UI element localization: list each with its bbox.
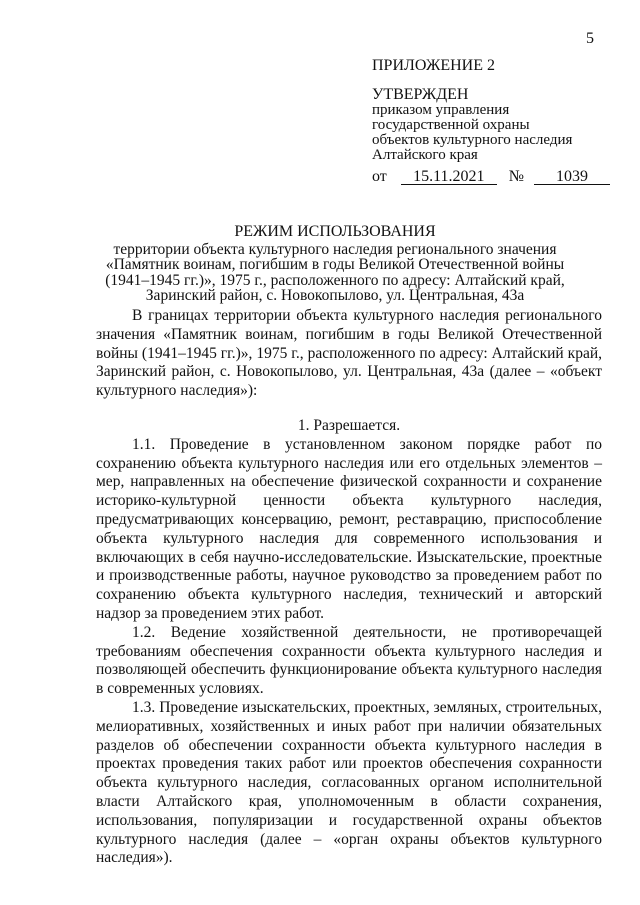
title-line: Заринский район, с. Новокопылово, ул. Центральная, 43а [145,287,525,304]
intro-paragraph: В границах территории объекта культурного наследия регионального значения «Памятник воинам, погибшим в годы Великой Отечественной войны (1941–1945 гг.)», 1975 г., расположенного по адресу: Алтайский край, Заринский район, с. Новокопылово, ул. Центральная, 43а (далее – «объект культурного наследия»): [96,307,602,400]
document-title-block [96,224,574,304]
clause-paragraph: 1.3. Проведение изыскательских, проектных, земляных, строительных, мелиоративных, хозяйственных и иных работ при наличии обязательных разделов об обеспечении сохранности объекта культурного наследия в проектах проведения таких работ или проектов обеспечения сохранности объекта культурного наследия, согласованных органом исполнительной власти Алтайского края, уполномоченным в области сохранения, использования, популяризации и государственной охраны объектов культурного наследия (далее – «орган охраны объектов культурного наследия»). [96,698,602,867]
order-date: 15.11.2021 [401,169,497,185]
clause-paragraph: 1.1. Проведение в установленном законом порядке работ по сохранению объекта культурного наследия или его отдельных элементов – мер, направленных на обеспечение физической сохранности и сохранение историко-культурной ценности объекта культурного наследия, предусматривающих консервацию, ремонт, реставрацию, приспособление объекта культурного наследия для современного использования и включающих в себя научно-исследовательские. Изыскательские, проектные и производственные работы, научное руководство за проведением работ по сохранению объекта культурного наследия, технический и авторский надзор за проведением этих работ. [96,435,602,622]
appendix-label: ПРИЛОЖЕНИЕ 2 [372,57,496,74]
clause-paragraph: 1.2. Ведение хозяйственной деятельности, не противоречащей требованиям обеспечения сохранности объекта культурного наследия и позволяющей обеспечить функционирование объекта культурного наследия в современных условиях. [96,623,602,698]
title-line: территории объекта культурного наследия регионального значения [113,240,557,258]
title-line: «Памятник воинам, погибшим в годы Великой Отечественной войны [105,256,565,273]
number-label: № [508,168,525,185]
page-number: 5 [586,30,594,47]
approval-line: объектов культурного наследия [372,132,573,148]
order-number: 1039 [534,169,610,185]
document-title: РЕЖИМ ИСПОЛЬЗОВАНИЯ [234,223,436,240]
approval-line: приказом управления [372,102,510,118]
approval-line: Алтайского края [372,147,478,163]
section-heading: 1. Разрешается. [297,416,401,434]
approval-line: государственной охраны [372,117,530,133]
order-line [372,169,612,185]
title-line: (1941–1945 гг.)», 1975 г., расположенного по адресу: Алтайский край, [105,271,565,289]
from-label: от [372,168,387,185]
document-body [96,307,602,868]
approval-block [372,58,612,185]
approved-label: УТВЕРЖДЕН [372,86,469,103]
